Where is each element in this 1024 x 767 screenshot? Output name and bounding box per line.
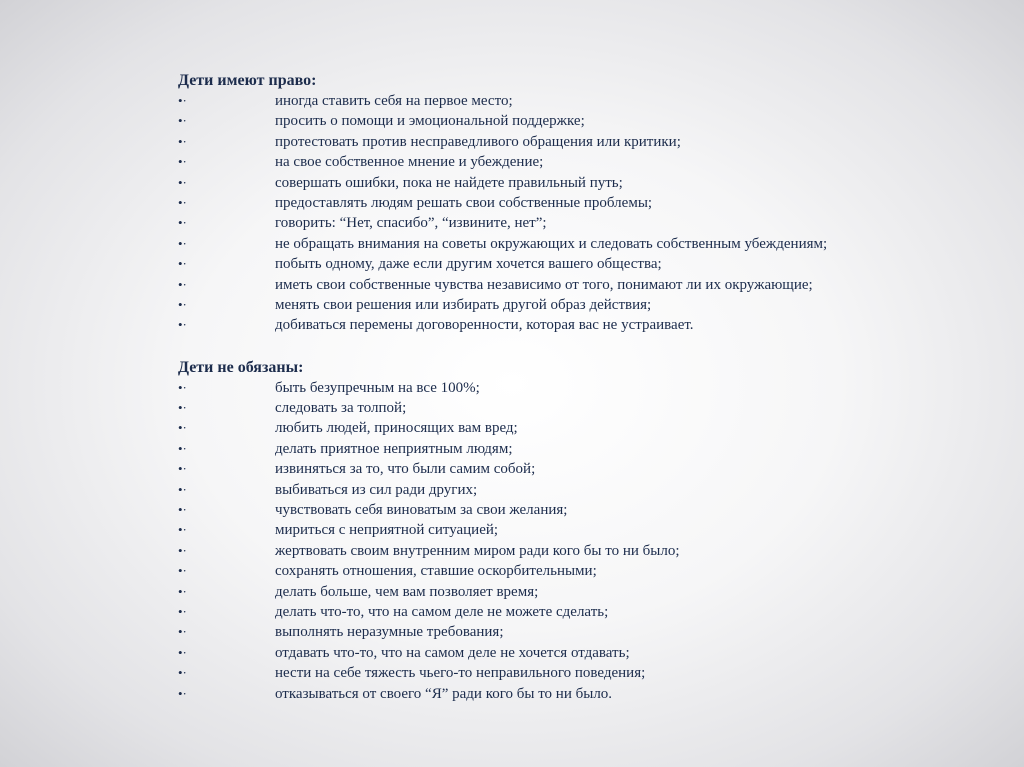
bullet-icon: •· — [178, 481, 187, 497]
list-item — [178, 193, 958, 213]
bullet-icon: •· — [178, 133, 187, 149]
list-item — [178, 418, 958, 438]
list-item — [178, 541, 958, 561]
list-item — [178, 582, 958, 602]
list-item — [178, 398, 958, 418]
list-item-text: извиняться за то, что были самим собой; — [275, 461, 536, 478]
bullet-list — [178, 378, 958, 704]
section-2 — [178, 358, 958, 704]
list-item — [178, 622, 958, 642]
bullet-icon: •· — [178, 113, 187, 129]
bullet-icon: •· — [178, 400, 187, 416]
list-item-text: сохранять отношения, ставшие оскорбительными; — [275, 563, 597, 580]
list-item — [178, 275, 958, 295]
bullet-icon: •· — [178, 215, 187, 231]
list-item — [178, 315, 958, 335]
bullet-icon: •· — [178, 174, 187, 190]
bullet-icon: •· — [178, 379, 187, 395]
list-item — [178, 459, 958, 479]
list-item — [178, 91, 958, 111]
list-item-text: мириться с неприятной ситуацией; — [275, 522, 499, 539]
list-item-text: следовать за толпой; — [275, 400, 407, 417]
bullet-icon: •· — [178, 317, 187, 333]
section-title: Дети не обязаны: — [178, 358, 304, 376]
list-item-text: любить людей, приносящих вам вред; — [275, 420, 518, 437]
bullet-icon: •· — [178, 542, 187, 558]
bullet-icon: •· — [178, 665, 187, 681]
bullet-icon: •· — [178, 296, 187, 312]
sections-container — [178, 71, 958, 704]
list-item-text: протестовать против несправедливого обращения или критики; — [275, 133, 681, 150]
list-item — [178, 173, 958, 193]
list-item-text: добиваться перемены договоренности, которая вас не устраивает. — [275, 317, 694, 334]
list-item — [178, 132, 958, 152]
bullet-icon: •· — [178, 276, 187, 292]
bullet-icon: •· — [178, 563, 187, 579]
list-item — [178, 295, 958, 315]
list-item-text: выполнять неразумные требования; — [275, 624, 504, 641]
list-item-text: побыть одному, даже если другим хочется вашего общества; — [275, 256, 662, 273]
list-item-text: менять свои решения или избирать другой образ действия; — [275, 296, 652, 313]
list-item — [178, 561, 958, 581]
list-item — [178, 234, 958, 254]
list-item-text: выбиваться из сил ради других; — [275, 481, 478, 498]
list-item-text: предоставлять людям решать свои собственные проблемы; — [275, 194, 653, 211]
list-item — [178, 378, 958, 398]
bullet-icon: •· — [178, 154, 187, 170]
bullet-icon: •· — [178, 685, 187, 701]
bullet-list — [178, 91, 958, 336]
slide-content — [178, 71, 958, 704]
section-spacer — [178, 336, 958, 358]
list-item-text: делать что-то, что на самом деле не можете сделать; — [275, 603, 609, 620]
list-item — [178, 213, 958, 233]
list-item-text: отдавать что-то, что на самом деле не хочется отдавать; — [275, 644, 630, 661]
list-item — [178, 111, 958, 131]
bullet-icon: •· — [178, 644, 187, 660]
bullet-icon: •· — [178, 440, 187, 456]
list-item-text: говорить: “Нет, спасибо”, “извините, нет”; — [275, 215, 547, 232]
list-item — [178, 254, 958, 274]
list-item — [178, 643, 958, 663]
section-title: Дети имеют право: — [178, 72, 317, 89]
bullet-icon: •· — [178, 624, 187, 640]
list-item — [178, 500, 958, 520]
list-item-text: совершать ошибки, пока не найдете правильный путь; — [275, 174, 623, 191]
bullet-icon: •· — [178, 461, 187, 477]
bullet-icon: •· — [178, 522, 187, 538]
list-item-text: быть безупречным на все 100%; — [275, 379, 480, 396]
list-item — [178, 439, 958, 459]
section-1 — [178, 71, 958, 336]
bullet-icon: •· — [178, 93, 187, 108]
bullet-icon: •· — [178, 235, 187, 251]
bullet-icon: •· — [178, 583, 187, 599]
list-item — [178, 684, 958, 704]
bullet-icon: •· — [178, 603, 187, 619]
list-item-text: жертвовать своим внутренним миром ради кого бы то ни было; — [275, 542, 680, 559]
bullet-icon: •· — [178, 256, 187, 272]
list-item-text: делать больше, чем вам позволяет время; — [275, 583, 539, 600]
list-item-text: делать приятное неприятным людям; — [275, 440, 513, 457]
list-item — [178, 663, 958, 683]
list-item — [178, 152, 958, 172]
list-item-text: иметь свои собственные чувства независимо от того, понимают ли их окружающие; — [275, 276, 813, 293]
list-item-text: не обращать внимания на советы окружающих и следовать собственным убеждениям; — [275, 235, 828, 252]
bullet-icon: •· — [178, 502, 187, 518]
list-item-text: на свое собственное мнение и убеждение; — [275, 154, 544, 171]
list-item-text: нести на себе тяжесть чьего-то неправильного поведения; — [275, 665, 646, 682]
list-item — [178, 480, 958, 500]
list-item — [178, 520, 958, 540]
list-item-text: отказываться от своего “Я” ради кого бы то ни было. — [275, 685, 613, 702]
list-item-text: чувствовать себя виноватым за свои желания; — [275, 502, 568, 519]
list-item-text: просить о помощи и эмоциональной поддержке; — [275, 113, 585, 130]
list-item-text: иногда ставить себя на первое место; — [275, 93, 513, 109]
bullet-icon: •· — [178, 194, 187, 210]
list-item — [178, 602, 958, 622]
bullet-icon: •· — [178, 420, 187, 436]
